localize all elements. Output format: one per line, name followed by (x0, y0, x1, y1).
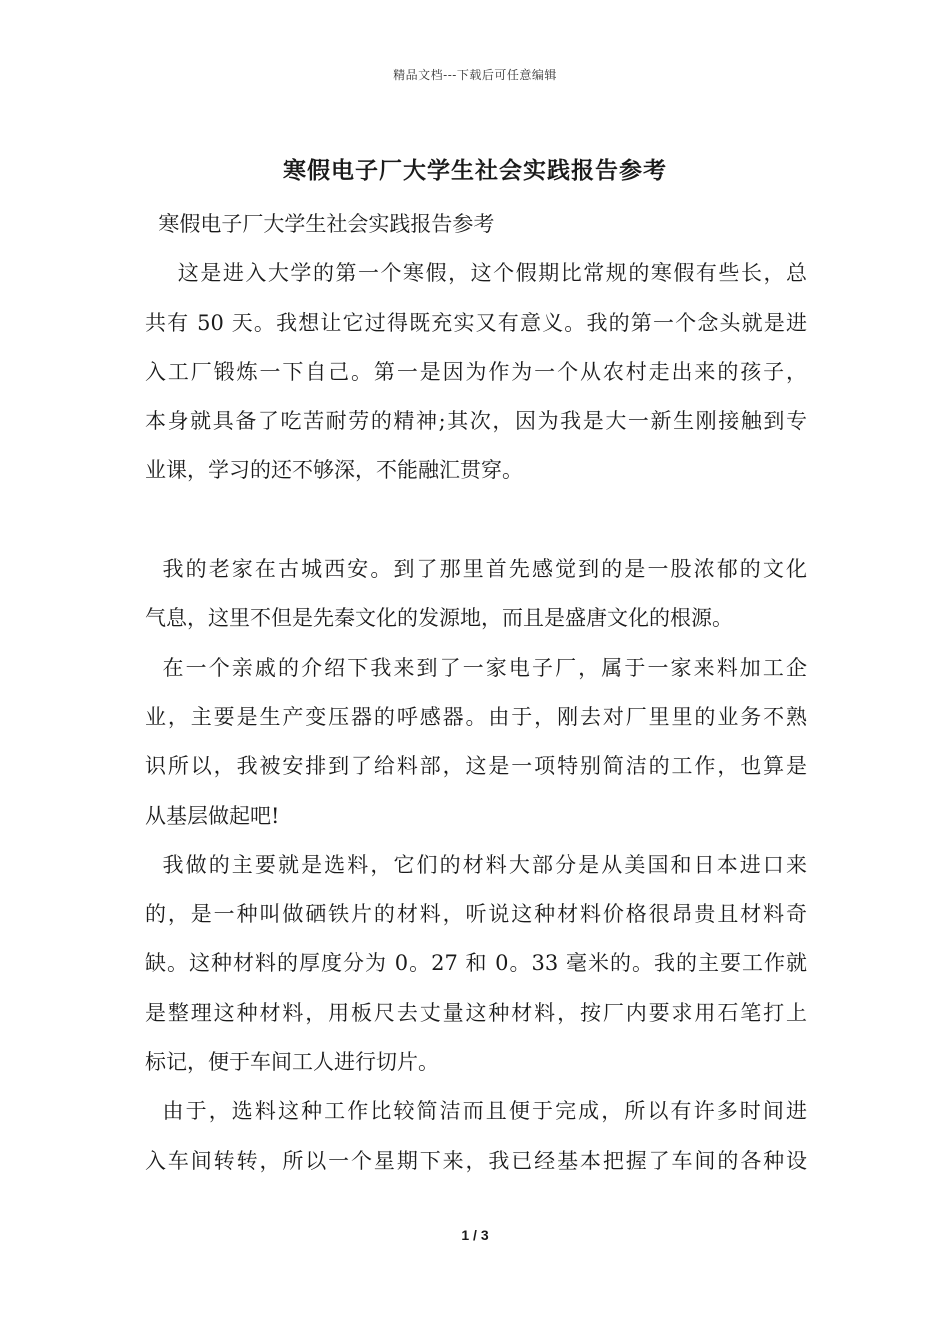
body-line: 缺。这种材料的厚度分为 0。27 和 0。33 毫米的。我的主要工作就 (145, 951, 807, 976)
body-line: 我做的主要就是选料，它们的材料大部分是从美国和日本进口来 (145, 852, 807, 877)
page-number: 1 / 3 (461, 1227, 489, 1243)
body-line: 是整理这种材料，用板尺去丈量这种材料，按厂内要求用石笔打上 (145, 1000, 807, 1025)
page-header: 精品文档---下载后可任意编辑 (393, 68, 557, 82)
body-line: 气息，这里不但是先秦文化的发源地，而且是盛唐文化的根源。 (145, 606, 733, 631)
body-line: 入工厂锻炼一下自己。第一是因为作为一个从农村走出来的孩子， (145, 359, 807, 384)
body-line: 的，是一种叫做硒铁片的材料，听说这种材料价格很昂贵且材料奇 (145, 902, 807, 927)
document-body (145, 200, 807, 1186)
body-line: 识所以，我被安排到了给料部，这是一项特别简洁的工作，也算是 (145, 754, 807, 779)
body-line: 我的老家在古城西安。到了那里首先感觉到的是一股浓郁的文化 (145, 557, 807, 582)
body-line: 由于，选料这种工作比较简洁而且便于完成，所以有许多时间进 (145, 1099, 807, 1124)
body-line: 从基层做起吧! (145, 803, 280, 828)
subtitle-line: 寒假电子厂大学生社会实践报告参考 (145, 212, 495, 236)
body-line: 共有 50 天。我想让它过得既充实又有意义。我的第一个念头就是进 (145, 310, 807, 335)
body-line: 本身就具备了吃苦耐劳的精神;其次，因为我是大一新生刚接触到专 (145, 409, 807, 434)
body-line: 标记，便于车间工人进行切片。 (145, 1050, 439, 1075)
body-line: 这是进入大学的第一个寒假，这个假期比常规的寒假有些长，总 (145, 261, 807, 286)
body-line: 入车间转转，所以一个星期下来，我已经基本把握了车间的各种设 (145, 1148, 807, 1173)
body-line: 业，主要是生产变压器的呼感器。由于，刚去对厂里里的业务不熟 (145, 704, 807, 729)
document-title: 寒假电子厂大学生社会实践报告参考 (283, 157, 667, 184)
body-line: 业课，学习的还不够深，不能融汇贯穿。 (145, 458, 523, 483)
body-line: 在一个亲戚的介绍下我来到了一家电子厂，属于一家来料加工企 (145, 655, 807, 680)
paragraph-gap (145, 496, 807, 545)
